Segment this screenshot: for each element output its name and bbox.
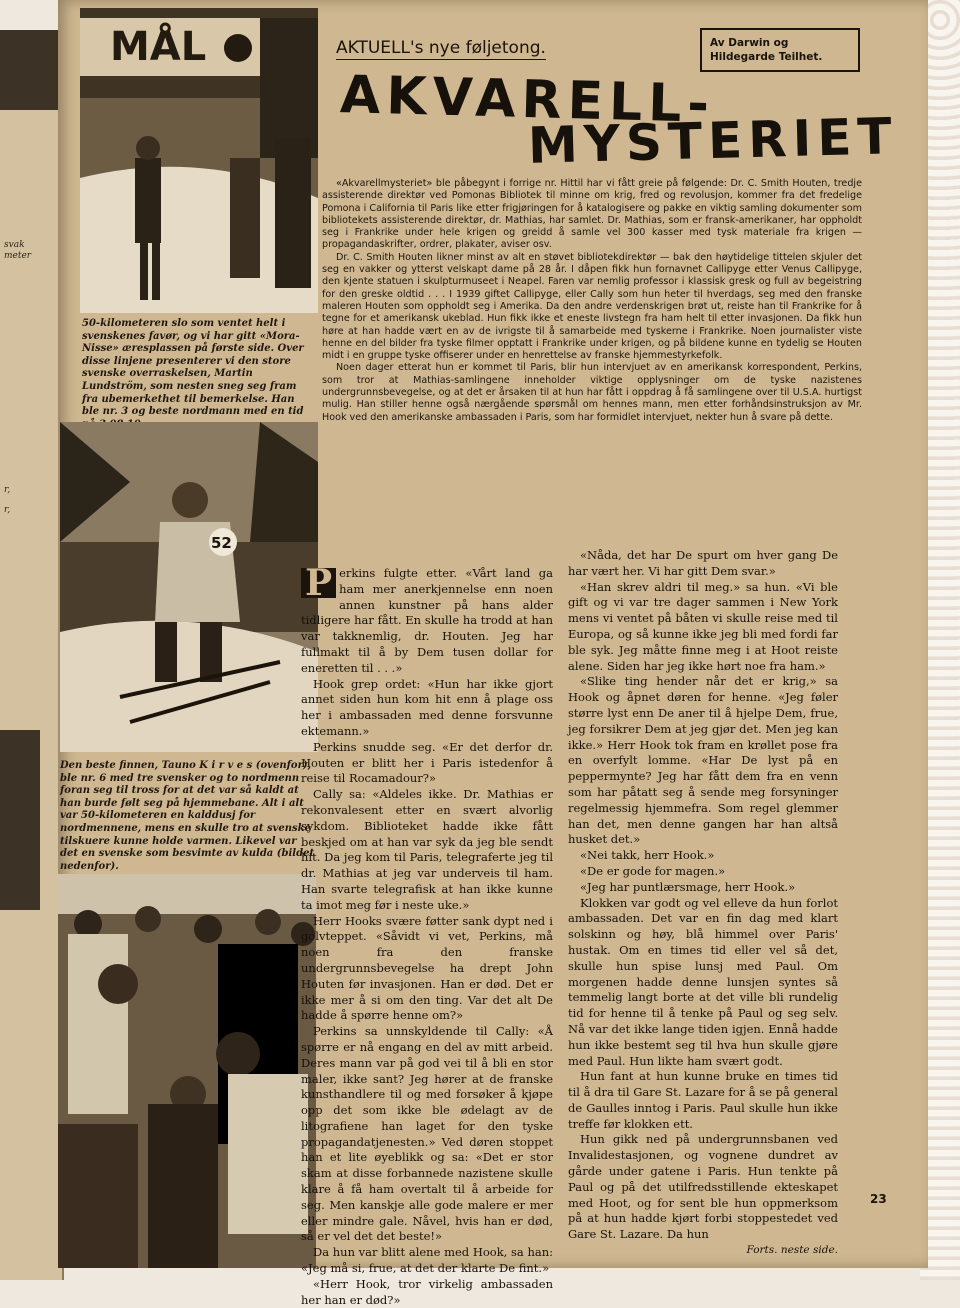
article-paragraph: «Slike ting hender når det er krig,» sa Hook og åpnet døren for henne. «Jeg føler større lyst enn De aner til å hjelpe Dem, frue, jeg forsikrer Dem at jeg gjør det. Men jeg kan ikke.» Herr Hook tok fram en krøllet pose fra en overfylt lomme. «Har De lyst på en peppermynte? Jeg har fått dem fra en venn som har påtatt seg å sende meg forsyninger regelmessig hjemmefra. Som regel glemmer han det, men denne gangen har han altså husket det.» [568, 674, 838, 847]
article-paragraph: Hook grep ordet: «Hun har ikke gjort annet siden hun kom hit enn å plage oss her i ambassaden med denne forsvunne ektemann.» [301, 676, 553, 738]
page-number: 23 [870, 1192, 887, 1206]
photo-skier-descending [60, 422, 318, 752]
drop-cap: P [301, 568, 336, 598]
skier-image [60, 422, 318, 752]
caption-top-photo: 50-kilometeren slo som ventet helt i svenskenes favør, og vi har gitt «Mora-Nisse» æresplassen på første side. Over disse linjene presenterer vi den store svenske overraskelsen, Martin Lundström, som nesten sneg seg fram fra ubemerkethet til bemerkelse. Han ble nr. 3 og beste nordmann med en tid [82, 318, 304, 418]
article-paragraph: Klokken var godt og vel elleve da hun forlot ambassaden. Det var en fin dag med klart solskinn og høy, blå himmel over Paris' hustak. Om en times tid eller vel så det, skulle hun spise lunsj med Paul. Om morgenen hadde denne lunsjen syntes så temmelig langt borte at det ville bli rundelig tid for henne til å tenke på Paul og seg selv. Nå var det ikke lange tiden igjen. Ennå hadde hun ikke bestemt seg til hva hun skulle gjøre med Paul. Hun likte ham svært godt. [568, 895, 838, 1068]
finish-line-image [80, 8, 318, 313]
facing-page-fragment: meter [4, 251, 32, 261]
article-column-1 [301, 562, 553, 1308]
summary-paragraph: Noen dager etterat hun er kommet til Paris, blir hun intervjuet av en amerikansk korrespondent, Perkins, som tror at Mathias-samlingene inneholder viktige opplysninger om de tyske nazistenes undergrunnsbevegelse, og at det er årsaken til at hun har fått i oppdrag å få samlingene over til U.S.A. hurtigst mulig. Han stiller henne også nærgående spørsmål om hennes mann, men etter forhåndsinstruksjon av Mr. Hook ved den amerikanske ambassaden i Paris, som har formidlet intervjuet, nekter hun å svare på dette. [322, 362, 862, 423]
title-line-2: MYSTERIET [527, 107, 899, 175]
article-paragraph: Cally sa: «Aldeles ikke. Dr. Mathias er rekonvalesent etter en svært alvorlig sykdom. Biblioteket hadde ikke fått beskjed om at han var syk da jeg ble sendt hit. Da jeg kom til Paris, telegraferte jeg til dr. Mathias at jeg var underveis til ham. Han svarte telegrafisk at han ikke kunne ta imot meg før i neste uke.» [301, 787, 553, 912]
facing-page-photo-bottom [0, 730, 40, 910]
article-paragraph: «Han skrev aldri til meg.» sa hun. «Vi ble gift og vi var tre dager sammen i New York mens vi ventet på båten vi skulle reise med til Europa, og så kunne ikke jeg bli med fordi far ble syk. Jeg måtte finne meg i at Hoot reiste alene. Siden har jeg ikke hørt noe fra ham.» [568, 579, 838, 673]
title-line-1: AKVARELL- [339, 65, 716, 135]
summary-paragraph: Dr. C. Smith Houten likner minst av alt en støvet bibliotekdirektør — bak den høytidelige tittelen skjuler det seg en vakker og ytterst velskapt dame på 28 år. I dåpen fikk hun fornavnet Callipyge etter Venus Callipyge, den kjente statuen i skulpturmuseet i Neapel. Faren var nemlig professor i klassisk gresk og full av begeistring for den greske oldtid . . . I 1939 giftet Callipyge, eller Cally som hun heter til hverdags, seg med den franske maleren Houten som oppholdt seg i Amerika. Da den andre verdenskrigen brøt ut, reiste han til Frankrike for å tegne for et amerikansk ukeblad. Hun fikk ikke et eneste livstegn fra ham helt til etter invasjonen. Da fikk hun høre at han hadde vært en av de ivrigste til å samarbeide med tyskerne i Frankrike. Noen journalister viste henne en del bilder fra tyske filmer opptatt i Frankrike under krigen, og på bildene kunne en tydelig se Houten midt i en gruppe tyske offiserer under en henrettelse av franske hjemmestyrkefolk. [322, 251, 862, 362]
facing-page-photo-top [0, 30, 62, 110]
article-paragraph: Perkins sa unnskyldende til Cally: «Å spørre er nå engang en del av mitt arbeid. Deres mann var på god vei til å bli en stor maler, ikke sant? Jeg hører at de franske kunsthandlere til og med forsøker å kjøpe opp det som ikke ble ødelagt av de litografiene han laget for den tyske propagandatjenesten.» Ved døren stoppet han et lite øyeblikk og sa: «Det er stor skam at disse forbannede nazistene skulle klare å få ham overtalt til å arbeide for seg. Men kanskje alle gode malere er mer eller mindre gale. Nåvel, hvis han er død, så er vel det det beste!» [301, 1024, 553, 1244]
facing-page-fragment: svak [4, 240, 25, 250]
facing-page-fragment: r, [4, 485, 11, 495]
article-paragraph: «De er gode for magen.» [580, 863, 726, 878]
photo-finish-line-skier [80, 8, 318, 313]
facing-page-edge [0, 30, 64, 1280]
article-column-2 [568, 548, 838, 1259]
article-paragraph: «Nåda, det har De spurt om hver gang De har vært her. Vi har gitt Dem svar.» [568, 548, 838, 578]
summary-paragraph: «Akvarellmysteriet» ble påbegynt i forrige nr. Hittil har vi fått greie på følgende: Dr. C. Smith Houten, tredje assisterende direktør ved Pomonas Bibliotek til minne om krig, fred og revolusjon, kommer fra det fredelige Pomona i California til Paris like etter frigjøringen for å katalogisere og pakke en viktig samling dokumenter som bibliotekets assisterende direktør, dr. Mathias, har samlet. Dr. Mathias, som er fransk-amerikaner, har oppholdt seg i Frankrike under hele krigen og greidd å samle vel 300 kasser med tysk materiale fra krigen — propagandaskrifter, ordrer, plakater, aviser osv. [322, 178, 862, 251]
caption-middle-photo: Den beste finnen, Tauno K i r v e s (ovenfor), ble nr. 6 med tre svensker og to nordmenn foran seg til tross for at det var så kaldt at han burde følt seg på hjemmebane. Alt i alt var 50-kilometeren en kalddusj for nordmennene, mens en skulle tro at svenske tilskuere kunne holde varmen. Likevel var det en svenske som besvimte av kulda (bildet nedenfor). [60, 760, 315, 872]
article-paragraph: «Herr Hook, tror virkelig ambassaden her han er død?» [301, 1276, 553, 1307]
article-paragraph: «Nei takk, herr Hook.» [580, 848, 715, 863]
magazine-page [58, 0, 928, 1307]
article-paragraph: Hun gikk ned på undergrunnsbanen ved Invalidestasjonen, og vognene dundret av gårde under gatene i Paris. Hun tenkte på Paul og på det utilfredsstillende ekteskapet med Hoot, og for sent ble hun oppmerksom på at hun hadde kjørt forbi stoppestedet ved Gare St. Lazare. Da hun [568, 1132, 838, 1242]
story-summary [322, 178, 862, 424]
facing-page-fragment: r, [4, 505, 11, 515]
article-paragraph: Da hun var blitt alene med Hook, sa han: «Jeg må si, frue, at det der klarte De fint.» [301, 1245, 553, 1276]
finish-banner-text: MÅL [110, 24, 207, 70]
article-paragraph: Herr Hooks svære føtter sank dypt ned i golvteppet. «Såvidt vi vet, Perkins, må noen fra den franske undergrunnsbevegelse ha drept John Houten før invasjonen. Han er død. Det er ikke mer å si om den ting. Var det alt De hadde å spørre henne om?» [301, 913, 553, 1023]
byline-box: Av Darwin og Hildegarde Teilhet. [700, 28, 860, 72]
opening-text: erkins fulgte etter. «Vårt land ga ham mer anerkjennelse enn noen annen kunstner på hans alder tidligere har fått. En skulle ha trodd at han var takknemlig, dr. Houten. Jeg har fullmakt til å by Dem tusen dollar for eneretten til . . .» [301, 566, 553, 675]
article-paragraph: «Jeg har puntlærsmage, herr Hook.» [580, 879, 796, 894]
continued-note: Forts. neste side. [746, 1244, 838, 1257]
bib-number: 52 [211, 534, 232, 552]
article-paragraph: Hun fant at hun kunne bruke en times tid til å dra til Gare St. Lazare for å se på general de Gaulles inntog i Paris. Paul skulle hun ikke treffe før klokken ett. [568, 1069, 838, 1131]
article-paragraph [301, 562, 553, 677]
series-kicker: AKTUELL's nye føljetong. [336, 38, 546, 58]
photo-crowd-fainted-skier [58, 874, 316, 1268]
crowd-image [58, 874, 316, 1268]
article-paragraph: Perkins snudde seg. «Er det derfor dr. Houten er blitt her i Paris istedenfor å reise til Rocamadour?» [301, 739, 553, 786]
